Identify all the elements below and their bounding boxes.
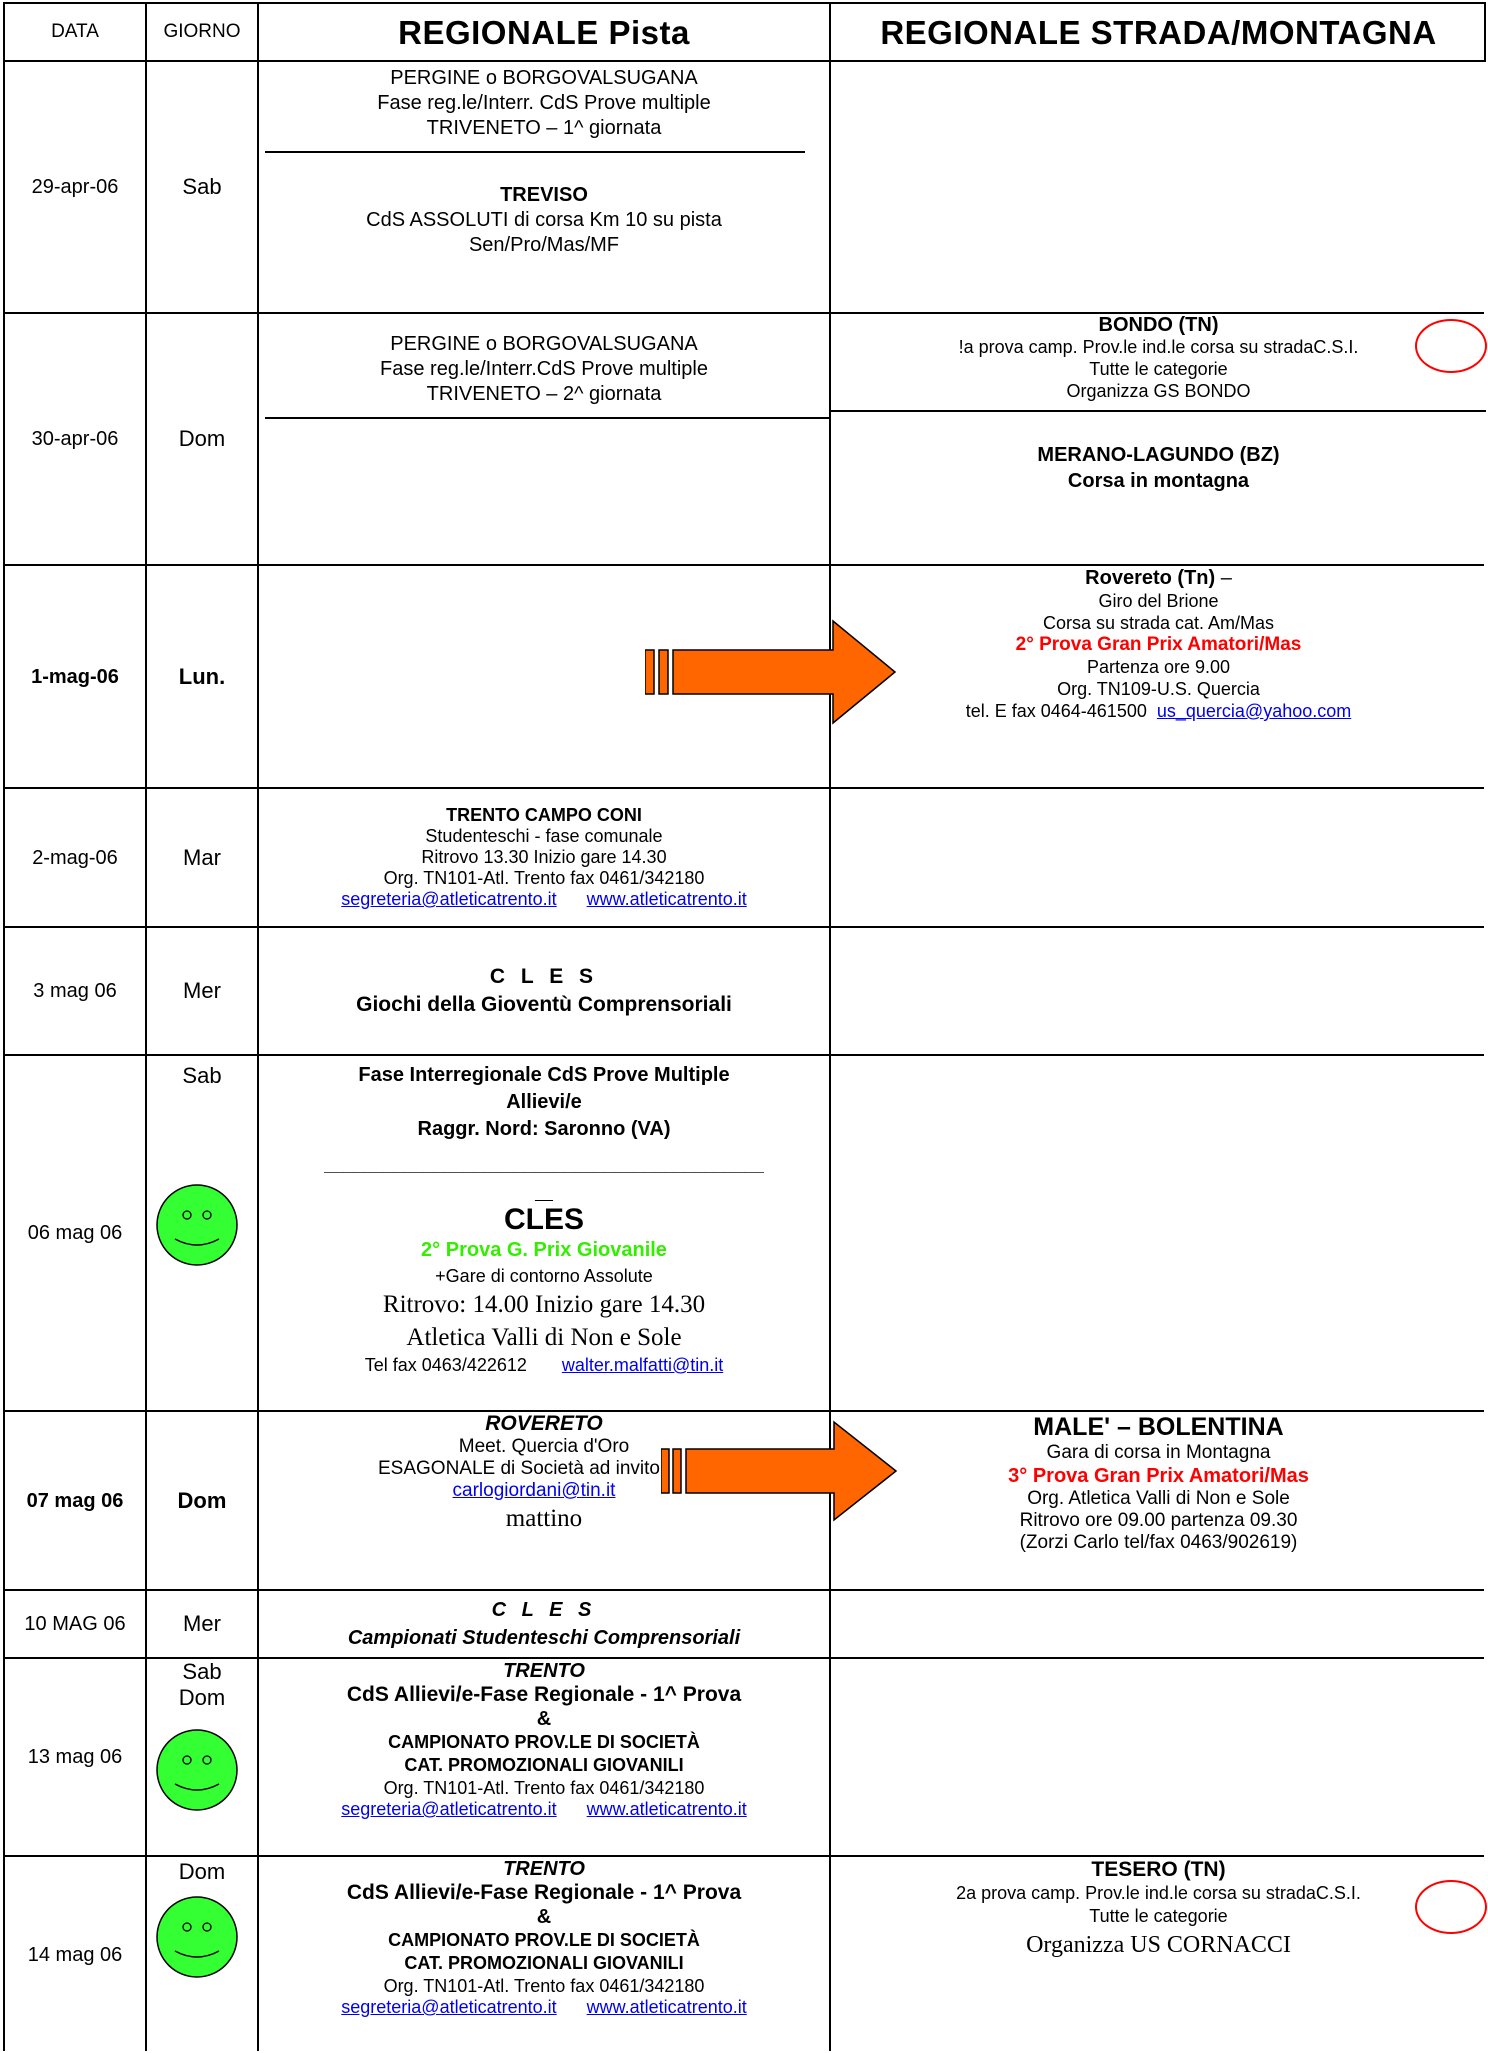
row-day: Mer bbox=[183, 1611, 221, 1636]
email-link[interactable]: carlogiordani@tin.it bbox=[452, 1480, 616, 1501]
event-pista bbox=[259, 1857, 829, 2053]
event-line: Org. TN101-Atl. Trento fax 0461/342180 bbox=[383, 868, 705, 888]
row-date: 07 mag 06 bbox=[26, 1489, 124, 1512]
row-date: 2-mag-06 bbox=[32, 846, 118, 869]
event-line bbox=[959, 336, 1359, 358]
event-line: ESAGONALE di Società ad invito bbox=[378, 1458, 660, 1479]
csi-label: C.S.I. bbox=[1315, 1883, 1361, 1903]
event-line: Ritrovo 13.30 Inizio gare 14.30 bbox=[421, 847, 667, 867]
event-line: TRIVENETO – 1^ giornata bbox=[426, 117, 662, 139]
event-line: TRIVENETO – 2^ giornata bbox=[426, 383, 662, 405]
event-subtitle: Campionati Studenteschi Comprensoriali bbox=[347, 1627, 741, 1649]
section-divider bbox=[265, 417, 829, 419]
csi-label: C.S.I. bbox=[1313, 337, 1359, 357]
event-contact bbox=[453, 1480, 636, 1502]
email-link[interactable]: walter.malfatti@tin.it bbox=[561, 1355, 724, 1375]
event-contact bbox=[966, 700, 1352, 722]
event-subtitle: Giochi della Gioventù Comprensoriali bbox=[356, 993, 732, 1016]
event-line: Allievi/e bbox=[506, 1091, 582, 1113]
event-title: BONDO (TN) bbox=[1098, 314, 1219, 336]
event-pista bbox=[259, 1659, 829, 1855]
event-line-text: 2a prova camp. Prov.le ind.le corsa su strada bbox=[956, 1883, 1316, 1903]
row-day: Sab bbox=[182, 1659, 222, 1684]
event-line: Organizza GS BONDO bbox=[1066, 381, 1251, 401]
event-links bbox=[341, 1997, 746, 2017]
event-title: TREVISO bbox=[500, 184, 588, 206]
event-line: Organizza US CORNACCI bbox=[1026, 1932, 1291, 1958]
smiley-face-icon bbox=[155, 1728, 239, 1812]
row-day: Mer bbox=[183, 978, 221, 1003]
row-date: 10 MAG 06 bbox=[24, 1613, 126, 1635]
event-line: & bbox=[536, 1906, 552, 1928]
event-line: +Gare di contorno Assolute bbox=[435, 1266, 653, 1286]
event-title: MALE' – BOLENTINA bbox=[1033, 1413, 1284, 1441]
event-line: PERGINE o BORGOVALSUGANA bbox=[390, 333, 698, 355]
event-line: Partenza ore 9.00 bbox=[1086, 657, 1231, 677]
event-line: PERGINE o BORGOVALSUGANA bbox=[390, 67, 698, 89]
row-day: Sab bbox=[182, 174, 222, 199]
event-line: Fase reg.le/Interr. CdS Prove multiple bbox=[377, 92, 711, 114]
event-pista bbox=[259, 789, 829, 926]
row-date: 1-mag-06 bbox=[31, 665, 119, 688]
row-date: 14 mag 06 bbox=[27, 1944, 123, 1966]
website-link[interactable]: www.atleticatrento.it bbox=[586, 1997, 747, 2017]
email-link[interactable]: us_quercia@yahoo.com bbox=[1156, 701, 1352, 721]
event-line: Org. TN109-U.S. Quercia bbox=[1057, 679, 1260, 699]
event-line: Studenteschi - fase comunale bbox=[425, 826, 663, 846]
event-line: CdS ASSOLUTI di corsa Km 10 su pista bbox=[366, 209, 722, 231]
row-day: Mar bbox=[183, 844, 221, 870]
event-line: Fase reg.le/Interr.CdS Prove multiple bbox=[380, 358, 708, 380]
header-strada: REGIONALE STRADA/MONTAGNA bbox=[880, 13, 1437, 51]
row-day: Dom bbox=[178, 1685, 226, 1710]
event-title-suffix: – bbox=[1215, 567, 1232, 589]
phone-text: tel. E fax 0464-461500 bbox=[965, 701, 1147, 721]
event-strada bbox=[831, 1857, 1486, 2053]
arrow-right-icon bbox=[645, 618, 900, 728]
row-day: Dom bbox=[178, 1859, 226, 1884]
row-day-pair bbox=[147, 1659, 257, 1719]
event-line: Org. TN101-Atl. Trento fax 0461/342180 bbox=[383, 1778, 705, 1798]
event-line: Gara di corsa in Montagna bbox=[1046, 1442, 1271, 1463]
event-contact bbox=[365, 1354, 723, 1376]
header-pista: REGIONALE Pista bbox=[398, 13, 690, 51]
event-line: Ritrovo: 14.00 Inizio gare 14.30 bbox=[382, 1291, 706, 1318]
event-line: Org. TN101-Atl. Trento fax 0461/342180 bbox=[383, 1976, 705, 1996]
column-divider bbox=[829, 2, 831, 2051]
event-line: CAT. PROMOZIONALI GIOVANILI bbox=[404, 1755, 684, 1775]
event-pista bbox=[259, 62, 829, 312]
gran-prix-label: 3° Prova Gran Prix Amatori/Mas bbox=[1008, 1465, 1309, 1487]
event-line: CAT. PROMOZIONALI GIOVANILI bbox=[404, 1953, 684, 1973]
csi-circle-mark bbox=[1415, 1880, 1487, 1934]
phone-text: Tel fax 0463/422612 bbox=[364, 1355, 527, 1375]
smiley-face-icon bbox=[155, 1183, 239, 1267]
row-date: 30-apr-06 bbox=[31, 428, 119, 450]
event-line: mattino bbox=[505, 1505, 583, 1532]
gran-prix-label: 2° Prova G. Prix Giovanile bbox=[421, 1239, 667, 1261]
event-line: (Zorzi Carlo tel/fax 0463/902619) bbox=[1019, 1532, 1298, 1553]
event-title: Fase Interregionale CdS Prove Multiple bbox=[358, 1064, 730, 1086]
event-line: Raggr. Nord: Saronno (VA) bbox=[417, 1118, 671, 1140]
row-day: Dom bbox=[178, 426, 226, 451]
website-link[interactable]: www.atleticatrento.it bbox=[586, 1799, 747, 1819]
event-line: CAMPIONATO PROV.LE DI SOCIETÀ bbox=[388, 1732, 700, 1752]
event-line: Tutte le categorie bbox=[1089, 1906, 1228, 1926]
event-title: Rovereto (Tn) bbox=[1085, 567, 1216, 589]
row-date: 13 mag 06 bbox=[27, 1746, 123, 1768]
event-line: & bbox=[536, 1708, 552, 1730]
underscore-divider: ____________________________________________ bbox=[323, 1155, 765, 1173]
gran-prix-label: 2° Prova Gran Prix Amatori/Mas bbox=[1015, 634, 1302, 655]
event-pista bbox=[259, 1591, 829, 1657]
event-pista bbox=[259, 314, 829, 564]
header-date: DATA bbox=[51, 21, 99, 42]
event-line: CdS Allievi/e-Fase Regionale - 1^ Prova bbox=[346, 1683, 742, 1706]
csi-circle-mark bbox=[1415, 319, 1487, 373]
event-title: TRENTO bbox=[503, 1858, 585, 1880]
section-divider bbox=[265, 151, 805, 153]
arrow-right-icon bbox=[661, 1420, 901, 1526]
event-links bbox=[341, 1799, 746, 1819]
event-strada bbox=[831, 314, 1486, 564]
event-strada bbox=[831, 566, 1486, 787]
underscore-mark: __ bbox=[535, 1185, 553, 1202]
event-line: Tutte le categorie bbox=[1089, 359, 1228, 379]
event-line: Meet. Quercia d'Oro bbox=[458, 1436, 630, 1457]
event-title: C L E S bbox=[489, 965, 599, 988]
event-title: TRENTO CAMPO CONI bbox=[446, 805, 642, 825]
event-line: Sen/Pro/Mas/MF bbox=[468, 234, 620, 256]
event-line: Corsa su strada cat. Am/Mas bbox=[1042, 613, 1275, 633]
event-title-line bbox=[1085, 566, 1232, 590]
event-links bbox=[341, 889, 746, 910]
header-day: GIORNO bbox=[163, 21, 241, 42]
event-pista bbox=[259, 928, 829, 1054]
event-title: MERANO-LAGUNDO (BZ) bbox=[1037, 444, 1280, 466]
event-line: CAMPIONATO PROV.LE DI SOCIETÀ bbox=[388, 1930, 700, 1950]
row-day: Dom bbox=[177, 1487, 227, 1513]
event-line: Atletica Valli di Non e Sole bbox=[406, 1324, 682, 1351]
row-date: 29-apr-06 bbox=[31, 176, 119, 198]
section-divider bbox=[831, 410, 1486, 412]
event-strada bbox=[831, 1412, 1486, 1589]
event-pista bbox=[259, 1056, 829, 1410]
event-title: CLES bbox=[503, 1203, 584, 1236]
event-title: C L E S bbox=[491, 1599, 597, 1621]
event-line: Giro del Brione bbox=[1098, 591, 1219, 611]
event-line bbox=[956, 1882, 1361, 1905]
website-link[interactable]: www.atleticatrento.it bbox=[586, 889, 747, 909]
event-line: CdS Allievi/e-Fase Regionale - 1^ Prova bbox=[346, 1881, 742, 1904]
email-link[interactable]: segreteria@atleticatrento.it bbox=[341, 1799, 557, 1819]
smiley-face-icon bbox=[155, 1895, 239, 1979]
event-line: Ritrovo ore 09.00 partenza 09.30 bbox=[1019, 1510, 1298, 1531]
event-line: Org. Atletica Valli di Non e Sole bbox=[1027, 1488, 1290, 1509]
row-day: Lun. bbox=[178, 663, 226, 689]
email-link[interactable]: segreteria@atleticatrento.it bbox=[341, 889, 557, 909]
event-title: TRENTO bbox=[503, 1660, 585, 1682]
event-title: TESERO (TN) bbox=[1091, 1858, 1226, 1881]
row-date: 3 mag 06 bbox=[33, 980, 117, 1002]
row-day: Sab bbox=[182, 1063, 222, 1088]
event-line-text: !a prova camp. Prov.le ind.le corsa su strada bbox=[958, 337, 1314, 357]
event-subtitle: Corsa in montagna bbox=[1067, 470, 1250, 492]
row-date: 06 mag 06 bbox=[27, 1222, 123, 1244]
email-link[interactable]: segreteria@atleticatrento.it bbox=[341, 1997, 557, 2017]
event-title: ROVERETO bbox=[485, 1412, 603, 1435]
